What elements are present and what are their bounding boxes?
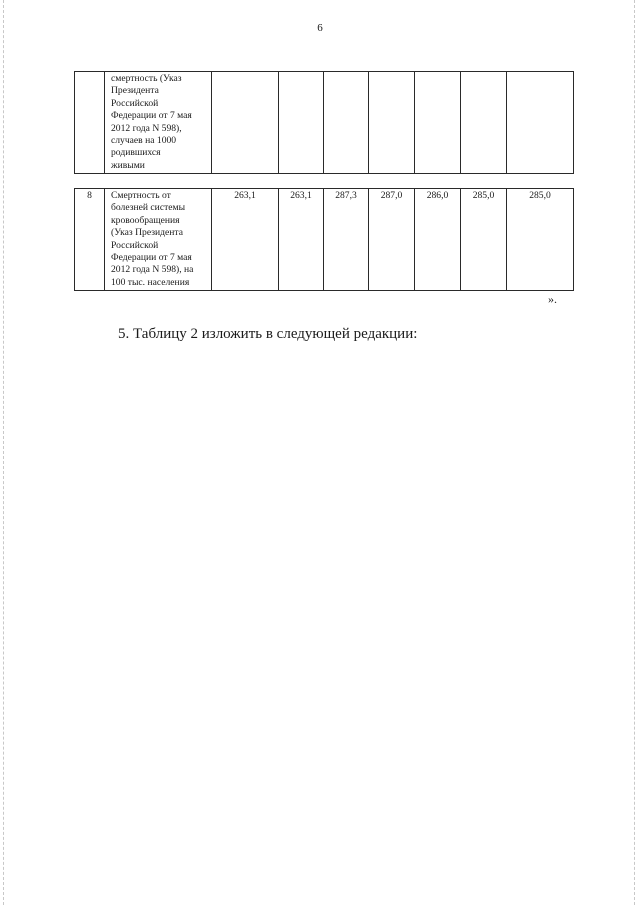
indicator-description-cell: Смертность от болезней системы кровообращения (Указ Президента Российской Федерации от 7 мая 2012 года N 598), на 100 тыс. населения bbox=[105, 189, 212, 291]
value-cell bbox=[415, 72, 461, 174]
amendment-instruction: 5. Таблицу 2 изложить в следующей редакции: bbox=[118, 326, 418, 342]
value-cell bbox=[507, 72, 574, 174]
indicator-description-cell: смертность (Указ Президента Российской Федерации от 7 мая 2012 года N 598), случаев на 1000 родившихся живыми bbox=[105, 72, 212, 174]
value-cell: 287,0 bbox=[369, 189, 415, 291]
table-row bbox=[75, 189, 574, 291]
value-cell bbox=[279, 72, 324, 174]
value-cell bbox=[212, 72, 279, 174]
value-cell: 287,3 bbox=[324, 189, 369, 291]
value-cell: 263,1 bbox=[279, 189, 324, 291]
row-number-cell: 8 bbox=[75, 189, 105, 291]
value-cell: 286,0 bbox=[415, 189, 461, 291]
value-cell bbox=[461, 72, 507, 174]
value-cell: 263,1 bbox=[212, 189, 279, 291]
value-cell: 285,0 bbox=[461, 189, 507, 291]
closing-quote-mark: ». bbox=[548, 292, 557, 306]
value-cell bbox=[324, 72, 369, 174]
indicator-table bbox=[74, 188, 574, 291]
table-row bbox=[75, 72, 574, 174]
page-number: 6 bbox=[317, 22, 323, 34]
value-cell bbox=[369, 72, 415, 174]
page-left-edge bbox=[3, 0, 4, 905]
row-number-cell bbox=[75, 72, 105, 174]
indicator-table-continuation bbox=[74, 71, 574, 174]
page-right-edge bbox=[634, 0, 635, 905]
value-cell: 285,0 bbox=[507, 189, 574, 291]
